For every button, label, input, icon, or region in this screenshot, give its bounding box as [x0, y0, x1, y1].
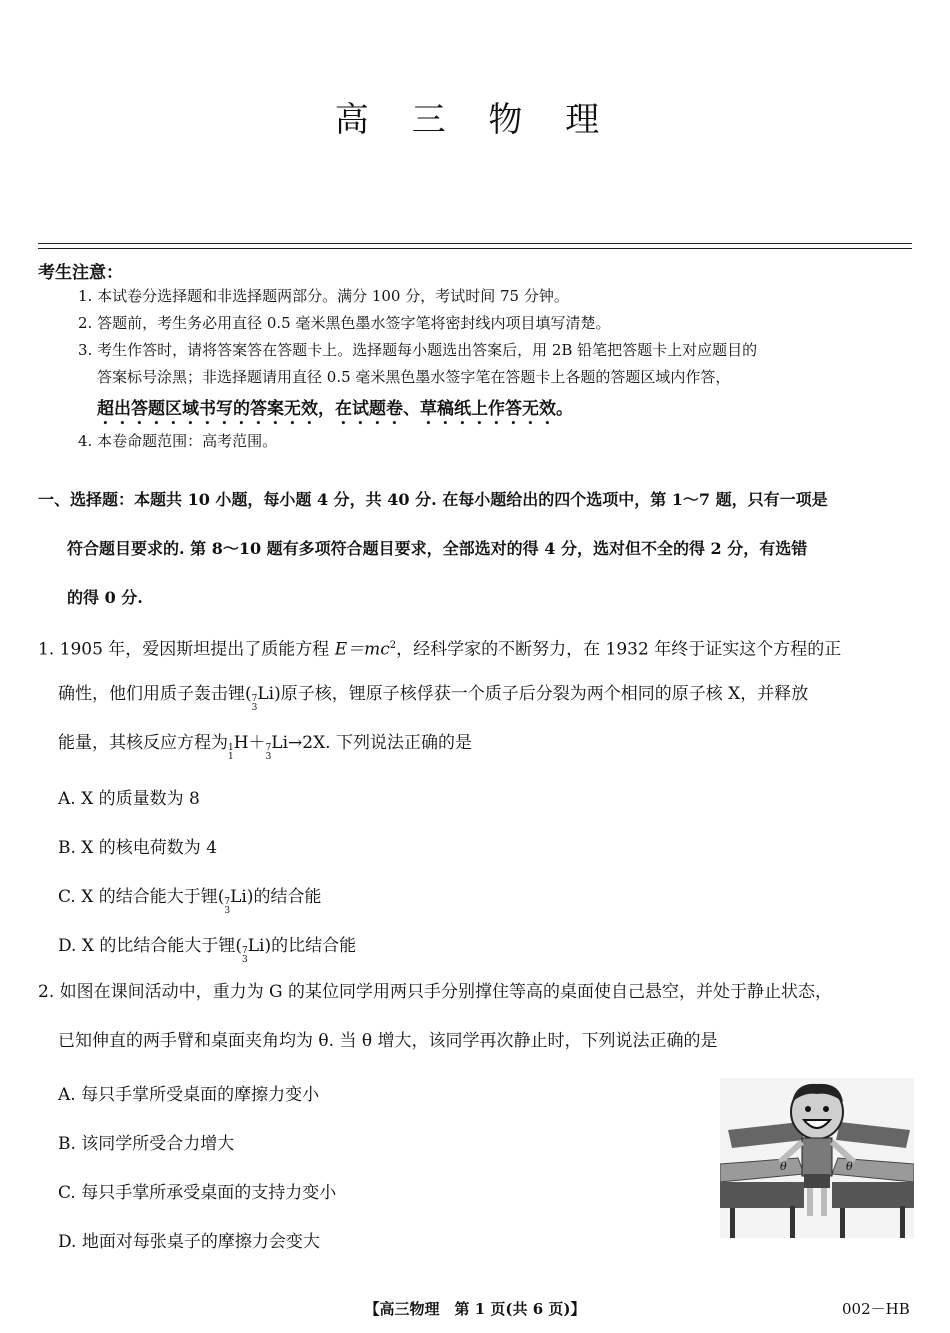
q1-option-c — [58, 882, 321, 916]
question-2-line-2: 已知伸直的两手臂和桌面夹角均为 θ. 当 θ 增大，该同学再次静止时，下列说法正确的是 — [58, 1031, 718, 1051]
li-charge-c: 3 — [224, 906, 231, 916]
notice-item-1: 1. 本试卷分选择题和非选择题两部分。满分 100 分，考试时间 75 分钟。 — [78, 287, 569, 305]
notice-item-4: 4. 本卷命题范围：高考范围。 — [78, 432, 278, 450]
header-divider-double — [38, 248, 912, 249]
q1-text: 1. 1905 年，爱因斯坦提出了质能方程 — [38, 639, 335, 660]
li-charge-number-2: 3 — [265, 752, 272, 762]
student-between-desks-illustration — [720, 1078, 914, 1238]
q1-option-c-text: C. X 的结合能大于锂( — [58, 887, 225, 907]
paper-code: 002－HB — [842, 1300, 910, 1318]
notice-heading: 考生注意： — [38, 263, 123, 283]
left-angle-label: θ — [780, 1160, 787, 1173]
q2-option-a: A. 每只手掌所受桌面的摩擦力变小 — [58, 1085, 320, 1105]
q1-option-a: A. X 的质量数为 8 — [58, 789, 200, 809]
li-mass-number-2: 7 — [265, 743, 272, 753]
page-title: 高 三 物 理 — [334, 100, 616, 140]
q1-option-d — [58, 931, 356, 965]
notice-item-3-cont: 答案标号涂黑；非选择题请用直径 0.5 毫米黑色墨水签字笔在答题卡上各题的答题区域内作答， — [97, 368, 731, 386]
q1-text-2: 确性，他们用质子轰击锂( — [58, 684, 252, 704]
q1-option-b: B. X 的核电荷数为 4 — [58, 838, 218, 858]
notice-item-3: 3. 考生作答时，请将答案答在答题卡上。选择题每小题选出答案后，用 2B 铅笔把答题卡上对应题目的 — [78, 341, 758, 359]
li-charge-d: 3 — [241, 955, 248, 965]
q1-text-2b: )原子核，锂原子核俘获一个质子后分裂为两个相同的原子核 X，并释放 — [274, 684, 809, 704]
q2-option-d: D. 地面对每张桌子的摩擦力会变大 — [58, 1232, 320, 1252]
section-instructions-3: 的得 0 分. — [67, 588, 143, 607]
header-divider — [38, 243, 912, 244]
question-1-line-2 — [58, 670, 808, 719]
li-mass-number: 7 — [251, 694, 258, 704]
li-charge-number: 3 — [251, 703, 258, 713]
section-instructions-2: 符合题目要求的. 第 8～10 题有多项符合题目要求，全部选对的得 4 分，选对但不全的得 2 分，有选错 — [67, 539, 808, 558]
q1-option-d-text: D. X 的比结合能大于锂( — [58, 936, 242, 956]
notice-item-2: 2. 答题前，考生务必用直径 0.5 毫米黑色墨水签字笔将密封线内项目填写清楚。 — [78, 314, 611, 332]
li-symbol: Li — [257, 684, 275, 704]
question-1-line-3 — [58, 719, 472, 768]
q1-option-d-text-2: Li)的比结合能 — [247, 936, 357, 956]
q2-option-b: B. 该同学所受合力增大 — [58, 1134, 235, 1154]
h-charge-number: 1 — [228, 752, 234, 762]
page-footer: 【高三物理 第 1 页(共 6 页)】 — [364, 1300, 586, 1318]
notice-item-3-emphasis: 超出答题区域书写的答案无效，在试题卷、草稿纸上作答无效。 — [97, 399, 573, 419]
section-instructions: 一、选择题：本题共 10 小题，每小题 4 分，共 40 分. 在每小题给出的四个选项中，第 1～7 题，只有一项是 — [38, 490, 828, 509]
question-2-line-1: 2. 如图在课间活动中，重力为 G 的某位同学用两只手分别撑住等高的桌面使自己悬空，并处于静止状态， — [38, 982, 833, 1002]
q1-formula-exponent: 2 — [389, 640, 397, 651]
q1-option-c-text-2: Li)的结合能 — [230, 887, 322, 907]
right-angle-label: θ — [846, 1160, 853, 1173]
q1-formula: E＝mc — [334, 639, 390, 660]
q1-text-3: 能量，其核反应方程为 — [58, 733, 228, 753]
li-mass-c: 7 — [224, 897, 231, 907]
question-1-line-1 — [38, 621, 841, 675]
q1-text-cont: ，经科学家的不断努力，在 1932 年终于证实这个方程的正 — [396, 639, 842, 660]
h-symbol: H＋ — [233, 733, 266, 753]
q1-text-3b: Li→2X. 下列说法正确的是 — [271, 733, 472, 753]
li-mass-d: 7 — [241, 946, 248, 956]
q2-option-c: C. 每只手掌所承受桌面的支持力变小 — [58, 1183, 337, 1203]
h-mass-number: 1 — [228, 743, 234, 753]
